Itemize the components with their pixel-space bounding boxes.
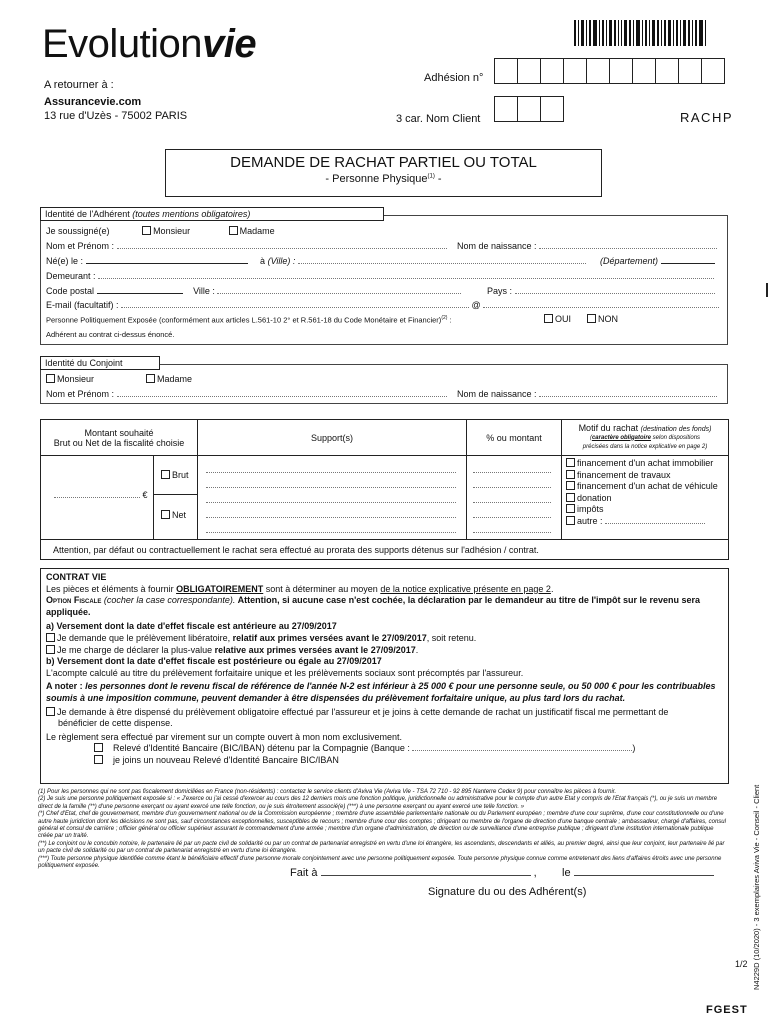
logo-main: Evolution: [42, 22, 203, 66]
logo: [42, 22, 256, 67]
support-line[interactable]: [206, 460, 456, 473]
option-a1[interactable]: Je demande que le prélèvement libératoire, relatif aux primes versées avant le 27/09/2017, soit retenu.: [46, 633, 723, 645]
conjoint-naissance-row: Nom de naissance :: [457, 389, 717, 399]
side-reference: N4229D (10/2020) - 3 exemplaires Aviva Vie - Conseil - Client: [752, 784, 761, 990]
client-label: 3 car. Nom Client: [396, 113, 481, 125]
support-line[interactable]: [206, 520, 456, 533]
motif-item[interactable]: financement de travaux: [566, 470, 724, 482]
option-fiscale: Option Fiscale (cocher la case correspondante). Attention, si aucune case n'est cochée, la déclaration par le demandeur au titre de l'impôt sur le revenu sera appliquée.: [46, 595, 701, 617]
fait-a-row: Fait à ,: [290, 867, 537, 879]
conjoint-nom-field[interactable]: [117, 396, 447, 397]
pourcent-cell: [467, 456, 562, 540]
return-label: A retourner à :: [44, 79, 114, 91]
birth-city-field[interactable]: [298, 263, 586, 264]
conjoint-naissance-field[interactable]: [539, 396, 717, 397]
ppe-oui-checkbox[interactable]: [544, 314, 553, 323]
section-b-title: b) Versement dont la date d'effet fiscale est postérieure ou égale au 27/09/2017: [46, 656, 382, 667]
postal-code-field[interactable]: [97, 286, 183, 294]
date-field[interactable]: [574, 867, 714, 876]
page-number: 1/2: [735, 959, 748, 969]
brut-checkbox[interactable]: [161, 470, 170, 479]
fold-mark: [766, 283, 768, 297]
pourcent-line[interactable]: [473, 505, 551, 518]
support-line[interactable]: [206, 505, 456, 518]
footnote: (**) Le conjoint ou le concubin notoire, le partenaire lié par un pacte civil de solidarité ou par un contrat de partenariat enregistré en vertu d'une loi étrangère, les ascendants, descendants et alliés, au premier degré, ainsi que leur conjoint, leur partenaire lié par un pacte civil de solidarité ou par un contrat de partenariat enregistré en vertu d'une loi étrangère.: [38, 840, 725, 855]
birth-row: Né(e) le : à (Ville) :: [46, 256, 586, 266]
contrat-title: CONTRAT VIE: [46, 572, 107, 582]
dispense-option-cont: bénéficier de cette dispense.: [58, 718, 173, 729]
page-title: DEMANDE DE RACHAT PARTIEL OU TOTAL: [230, 154, 537, 171]
conjoint-civility-row: Monsieur Madame: [46, 374, 192, 384]
signature-label: Signature du ou des Adhérent(s): [428, 886, 587, 898]
motif-item[interactable]: impôts: [566, 504, 724, 516]
ppe-choice: OUI NON: [544, 314, 618, 324]
birth-date-field[interactable]: [86, 256, 248, 264]
rib-new-option[interactable]: je joins un nouveau Relevé d'Identité Bancaire BIC/IBAN: [46, 755, 723, 767]
undersigned-row: Je soussigné(e) Monsieur Madame: [46, 226, 275, 236]
logo-accent: vie: [202, 22, 257, 66]
motif-item[interactable]: donation: [566, 493, 724, 505]
conjoint-madame-checkbox[interactable]: [146, 374, 155, 383]
montant-cell: € Brut Net: [41, 456, 198, 540]
nom-naissance-row: Nom de naissance :: [457, 241, 717, 251]
motif-cell: [562, 456, 729, 540]
client-name-boxes[interactable]: [494, 96, 563, 122]
motif-item[interactable]: financement d'un achat immobilier: [566, 458, 724, 470]
form-code: RACHP: [680, 110, 734, 125]
email-domain-field[interactable]: [483, 307, 719, 308]
rachat-table: [40, 419, 729, 560]
footnote: (2) Je suis une personne politiquement exposée si : « J'exerce ou j'ai cessé d'exercer au cours des 12 derniers mois une fonction politique, juridictionnelle ou administrative pour le compte d'un autre Etat y compris de l'Etat français (*), ou je suis un membre direct de la famille (**) d'une personne exerçant ou ayant exercé une telle fonction, ou je suis étroitement associé(e) (***) à une personne exerçant ou ayant exercé une telle fonction. »: [38, 796, 718, 810]
conjoint-monsieur-checkbox[interactable]: [46, 374, 55, 383]
pourcent-line[interactable]: [473, 475, 551, 488]
footnote: (1) Pour les personnes qui ne sont pas fiscalement domiciliées en France (non-résidents) : contactez le service clients d'Aviva Vie (Aviva Vie - TSA 72 710 - 92 895 Nanterre Cedex 9) pour connaître les pièces à fournir.: [38, 789, 617, 795]
departement-row: (Département): [600, 256, 715, 266]
address-field[interactable]: [98, 278, 714, 279]
nom-naissance-field[interactable]: [539, 248, 717, 249]
contrat-section: [40, 568, 729, 784]
adhesion-label: Adhésion n°: [424, 72, 484, 84]
corner-code: FGEST: [706, 1004, 748, 1016]
dispense-option[interactable]: Je demande à être dispensé du prélèvement obligatoire effectué par l'assureur et je joins à cette demande de rachat un justificatif fiscal me permettant de: [46, 707, 723, 719]
col-support-header: Support(s): [198, 420, 467, 456]
montant-field[interactable]: [54, 497, 140, 498]
barcode: [574, 20, 736, 48]
section-a-title: a) Versement dont la date d'effet fiscale est antérieure au 27/09/2017: [46, 621, 337, 632]
return-address: [44, 78, 187, 123]
company-address: 13 rue d'Uzès - 75002 PARIS: [44, 110, 188, 122]
pourcent-line[interactable]: [473, 520, 551, 533]
postal-row: Code postal Ville :: [46, 286, 461, 296]
adhesion-number-boxes[interactable]: [494, 58, 724, 84]
col-montant-header: Montant souhaité Brut ou Net de la fiscalité choisie: [41, 420, 198, 456]
madame-checkbox[interactable]: [229, 226, 238, 235]
col-motif-header: Motif du rachat (destination des fonds) (caractère obligatoire selon dispositions précisées dans la notice explicative en page 2): [562, 420, 729, 456]
pays-row: Pays :: [487, 286, 715, 296]
nom-prenom-field[interactable]: [117, 248, 447, 249]
conjoint-nom-row: Nom et Prénom :: [46, 389, 447, 399]
date-row: le: [562, 867, 714, 879]
ppe-non-checkbox[interactable]: [587, 314, 596, 323]
support-line[interactable]: [206, 490, 456, 503]
a-noter: A noter : les personnes dont le revenu fiscal de référence de l'année N-2 est inférieur à 25 000 € pour une personne seule, ou 50 000 € pour les contribuables soumis à une imposition commune, peuvent demander à être dispensées du prélèvement forfaitaire unique, au plus tard lors du rachat.: [46, 681, 716, 703]
attention-note: Attention, par défaut ou contractuellement le rachat sera effectué au prorata des supports détenus sur l'adhésion / contrat.: [41, 540, 729, 560]
monsieur-checkbox[interactable]: [142, 226, 151, 235]
page-subtitle: - Personne Physique$^{(1)}$ -: [325, 173, 442, 185]
footnote: (*) Chef d'Etat, chef de gouvernement, membre d'un gouvernement national ou de la Commission européenne ; membre d'une assemblée parlementaire nationale ou du Parlement européen ; membre d'une cour suprême, d'une cour constitutionnelle ou d'une autre haute juridiction dont les décisions ne sont pas, sauf circonstances exceptionnelles, susceptibles de recours ; membre d'une cour des comptes ; dirigeant ou membre de l'organe de direction d'une banque centrale ; ambassadeur, chargé d'affaires, consul général et consul de carrière ; officier général ou officier supérieur assurant le commandement d'une armée ; membre d'un organe d'administration, de direction ou de surveillance d'une entreprise publique ; dirigeant d'une institution internationale publique créée par un traité.: [38, 811, 726, 840]
departement-field[interactable]: [661, 256, 715, 264]
footnote: (***) Toute personne physique identifiée comme étant le bénéficiaire effectif d'une personne morale conjointement avec une personne politiquement exposée. Toute personne physique connue comme entretenant des liens d'affaires étroits avec une personne politiquement exposée.: [38, 855, 722, 870]
footnotes: [38, 789, 726, 870]
country-field[interactable]: [515, 293, 715, 294]
fait-a-field[interactable]: [321, 867, 531, 876]
company-name: Assurancevie.com: [44, 96, 142, 108]
reglement-text: Le règlement sera effectué par virement sur un compte ouvert à mon nom exclusivement.: [46, 731, 403, 742]
motif-item[interactable]: autre :: [566, 516, 724, 528]
contrat-intro: Les pièces et éléments à fournir OBLIGATOIREMENT sont à déterminer au moyen de la notice explicative présente en page 2.: [46, 583, 554, 594]
rib-existing-option[interactable]: Relevé d'Identité Bancaire (BIC/IBAN) détenu par la Compagnie (Banque : ): [46, 743, 723, 755]
email-user-field[interactable]: [121, 307, 469, 308]
pourcent-line[interactable]: [473, 490, 551, 503]
conjoint-tab: Identité du Conjoint: [40, 356, 160, 370]
adherent-tab: Identité de l'Adhérent (toutes mentions obligatoires): [40, 207, 384, 221]
motif-item[interactable]: financement d'un achat de véhicule: [566, 481, 724, 493]
title-box: [165, 149, 602, 197]
ppe-row: Personne Politiquement Exposée (conformément aux articles L.561-10 2° et R.561-18 du Code Monétaire et Financier)$^{(2)}$ :: [46, 315, 452, 325]
pourcent-line[interactable]: [473, 460, 551, 473]
demeurant-row: Demeurant :: [46, 271, 714, 281]
col-pourcent-header: % ou montant: [467, 420, 562, 456]
net-checkbox[interactable]: [161, 510, 170, 519]
support-cell: [198, 456, 467, 540]
adherent-note: Adhérent au contrat ci-dessus énoncé.: [46, 330, 175, 339]
section-b-text: L'acompte calculé au titre du prélèvement forfaitaire unique et les prélèvements sociaux sont précomptés par l'assureur.: [46, 667, 524, 678]
email-row: E-mail (facultatif) : @: [46, 300, 719, 310]
nom-prenom-row: Nom et Prénom :: [46, 241, 447, 251]
option-a2[interactable]: Je me charge de déclarer la plus-value relative aux primes versées avant le 27/09/2017.: [46, 645, 723, 657]
city-field[interactable]: [217, 293, 461, 294]
support-line[interactable]: [206, 475, 456, 488]
